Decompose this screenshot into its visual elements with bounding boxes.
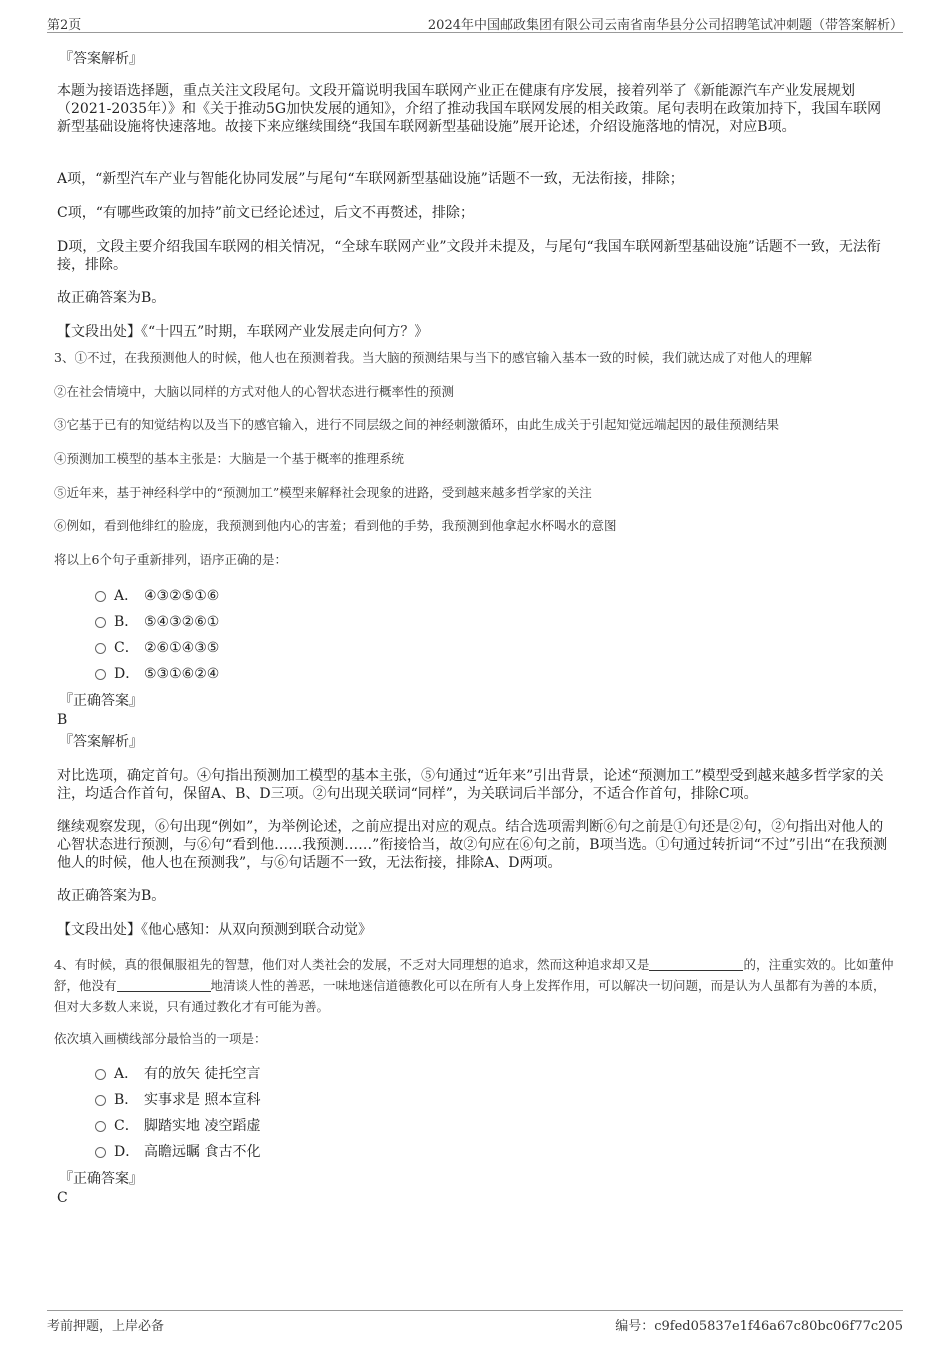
analysis-paragraph: D项，文段主要介绍我国车联网的相关情况，“全球车联网产业”文段并未提及，与尾句“我国车联网新型基础设施”话题不一致，无法衔接，排除。 [57, 239, 881, 273]
option-a[interactable] [95, 587, 219, 607]
document-title: 2024年中国邮政集团有限公司云南省南华县分公司招聘笔试冲刺题（带答案解析） [427, 18, 903, 33]
option-text: ②⑥①④③⑤ [144, 640, 220, 656]
analysis-label: 『答案解析』 [59, 51, 143, 67]
radio-icon[interactable] [95, 1069, 106, 1080]
option-b[interactable] [95, 1091, 260, 1111]
correct-answer: C [57, 1190, 68, 1206]
analysis-label: 『答案解析』 [59, 734, 143, 750]
option-c[interactable] [95, 1117, 260, 1137]
analysis-paragraph: A项，“新型汽车产业与智能化协同发展”与尾句“车联网新型基础设施”话题不一致，无法衔接，排除； [57, 171, 684, 187]
analysis-paragraph: 继续观察发现，⑥句出现“例如”，为举例论述，之前应提出对应的观点。结合选项需判断⑥句之前是①句还是②句，②句指出对他人的心智状态进行预测，与⑥句“看到他……我预测……”衔接恰当，故②句应在⑥句之前，B项当选。①句通过转折词“不过”引出“在我预测他人的时候，他人也在预测我”，与⑥句话题不一致，无法衔接，排除A、D两项。 [57, 819, 888, 871]
option-letter: A． [114, 588, 139, 604]
question-3-prompt: 将以上6个句子重新排列，语序正确的是： [54, 552, 287, 567]
document-id: 编号：c9fed05837e1f46a67c80bc06f77c205 [615, 1319, 903, 1334]
radio-icon[interactable] [95, 1095, 106, 1106]
option-text: ⑤③①⑥②④ [144, 666, 220, 682]
question-3-sentence: 3、①不过，在我预测他人的时候，他人也在预测着我。当大脑的预测结果与当下的感官输入基本一致的时候，我们就达成了对他人的理解 [54, 350, 812, 365]
correct-answer-label: 『正确答案』 [59, 1171, 143, 1187]
question-3-sentence: ⑥例如，看到他绯红的脸庞，我预测到他内心的害羞；看到他的手势，我预测到他拿起水杯喝水的意图 [54, 518, 617, 533]
option-letter: D． [114, 1144, 140, 1160]
question-3-sentence: ③它基于已有的知觉结构以及当下的感官输入，进行不同层级之间的神经刺激循环，由此生成关于引起知觉远端起因的最佳预测结果 [54, 417, 780, 432]
option-text: 高瞻远瞩 食古不化 [144, 1144, 261, 1160]
option-d[interactable] [95, 1143, 260, 1163]
source-citation: 【文段出处】《他心感知：从双向预测到联合动觉》 [57, 922, 372, 938]
page-header [47, 12, 903, 33]
page-footer [47, 1310, 903, 1337]
footer-slogan: 考前押题，上岸必备 [47, 1319, 165, 1334]
option-letter: C． [114, 640, 139, 656]
question-4-stem: 4、有时候，真的很佩服祖先的智慧，他们对人类社会的发展，不乏对大同理想的追求，然而这种追求却又是 的，注重实效的。比如董仲舒，他没有 地清谈人性的善恶，一味地迷信道德教化可以在所有人身上发挥作用，可以解决一切问题，而是认为人虽都有为善的本质，但对大多数人来说，只有通过教化才有可能为善。 [54, 957, 894, 1014]
correct-answer-label: 『正确答案』 [59, 693, 143, 709]
radio-icon[interactable] [95, 1147, 106, 1158]
radio-icon[interactable] [95, 591, 106, 602]
analysis-paragraph: C项，“有哪些政策的加持”前文已经论述过，后文不再赘述，排除； [57, 205, 475, 221]
option-d[interactable] [95, 665, 219, 685]
conclusion: 故正确答案为B。 [57, 290, 166, 306]
option-b[interactable] [95, 613, 219, 633]
option-letter: B． [114, 614, 139, 630]
fill-blank [649, 958, 743, 971]
option-letter: B． [114, 1092, 139, 1108]
question-3-sentence: ⑤近年来，基于神经科学中的“预测加工”模型来解释社会现象的进路，受到越来越多哲学家的关注 [54, 485, 592, 500]
option-text: ④③②⑤①⑥ [144, 588, 220, 604]
correct-answer: B [57, 712, 68, 728]
option-text: 脚踏实地 凌空蹈虚 [144, 1118, 261, 1134]
conclusion: 故正确答案为B。 [57, 888, 166, 904]
question-4-prompt: 依次填入画横线部分最恰当的一项是： [54, 1031, 267, 1046]
radio-icon[interactable] [95, 1121, 106, 1132]
radio-icon[interactable] [95, 669, 106, 680]
analysis-paragraph: 本题为接语选择题，重点关注文段尾句。文段开篇说明我国车联网产业正在健康有序发展，接着列举了《新能源汽车产业发展规划（2021-2035年）》和《关于推动5G加快发展的通知》，介绍了推动我国车联网发展的相关政策。尾句表明在政策加持下，我国车联网新型基础设施将快速落地。故接下来应继续围绕“我国车联网新型基础设施”展开论述，介绍设施落地的情况，对应B项。 [57, 83, 882, 135]
option-letter: C． [114, 1118, 139, 1134]
radio-icon[interactable] [95, 643, 106, 654]
source-citation: 【文段出处】《“十四五”时期，车联网产业发展走向何方？》 [57, 324, 429, 340]
option-text: ⑤④③②⑥① [144, 614, 220, 630]
option-letter: A． [114, 1066, 139, 1082]
analysis-paragraph: 对比选项，确定首句。④句指出预测加工模型的基本主张，⑤句通过“近年来”引出背景，论述“预测加工”模型受到越来越多哲学家的关注，均适合作首句，保留A、B、D三项。②句出现关联词“同样”，为关联词后半部分，不适合作首句，排除C项。 [57, 768, 884, 802]
page-number: 第2页 [47, 18, 82, 33]
option-text: 有的放矢 徒托空言 [144, 1066, 261, 1082]
option-text: 实事求是 照本宣科 [144, 1092, 261, 1108]
question-3-sentence: ②在社会情境中，大脑以同样的方式对他人的心智状态进行概率性的预测 [54, 384, 455, 399]
option-c[interactable] [95, 639, 219, 659]
fill-blank [117, 979, 211, 992]
question-3-sentence: ④预测加工模型的基本主张是：大脑是一个基于概率的推理系统 [54, 451, 405, 466]
option-letter: D． [114, 666, 140, 682]
option-a[interactable] [95, 1065, 260, 1085]
radio-icon[interactable] [95, 617, 106, 628]
